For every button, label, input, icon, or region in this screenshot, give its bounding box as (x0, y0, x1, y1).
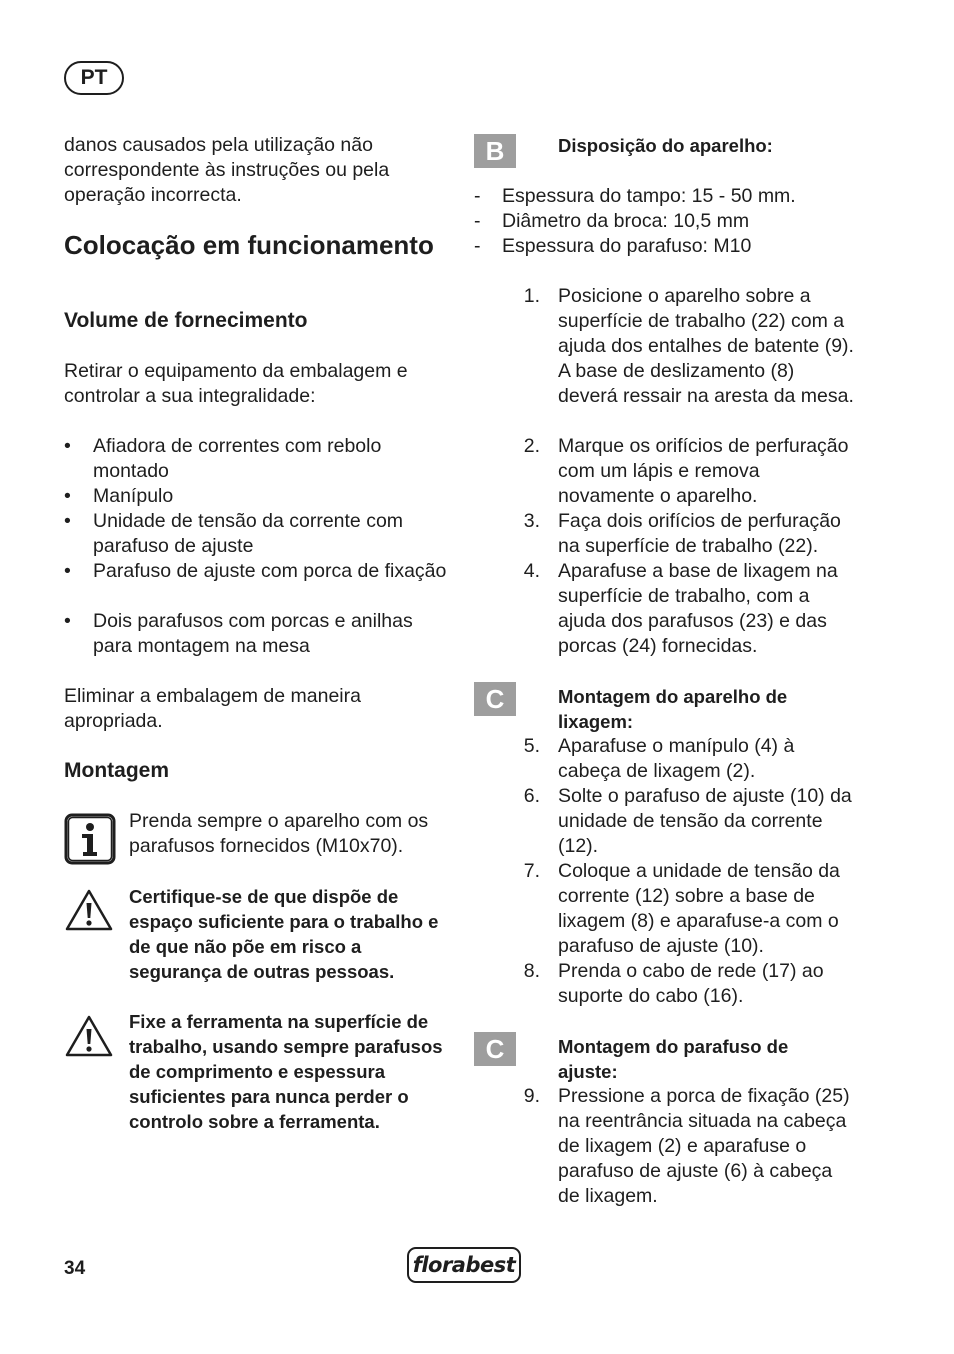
warning-text-fixing: Fixe a ferramenta na superfície de trabalho, usando sempre parafusos de comprimento e espessura suficientes para nunca perder o controlo sobre a ferramenta. (129, 1011, 443, 1132)
warning-text-space: Certifique-se de que dispõe de espaço suficiente para o trabalho e de que não põe em risco a segurança de outras pessoas. (129, 886, 439, 982)
subheading-assembly: Montagem (64, 759, 169, 782)
figure-c-title-assembly: Montagem do aparelho de lixagem: (558, 686, 788, 732)
delivery-intro: Retirar o equipamento da embalagem e controlar a sua integralidade: (64, 360, 408, 407)
warning-triangle-icon (64, 888, 114, 932)
language-badge: PT (64, 61, 124, 95)
page-number: 34 (64, 1258, 86, 1279)
figure-reference-c: C (474, 682, 516, 716)
info-icon (64, 813, 116, 865)
figure-b-title: Disposição do aparelho: (558, 135, 773, 156)
packaging-disposal-text: Eliminar a embalagem de maneira apropriada. (64, 685, 361, 732)
warning-triangle-icon (64, 1014, 114, 1058)
section-heading-commissioning: Colocação em funcionamento (64, 230, 434, 260)
brand-logo: florabest (407, 1247, 521, 1283)
subheading-delivery-scope: Volume de fornecimento (64, 309, 308, 332)
figure-reference-b: B (474, 134, 516, 168)
figure-reference-c: C (474, 1032, 516, 1066)
info-note-text: Prenda sempre o aparelho com os parafusos fornecidos (M10x70). (129, 810, 429, 857)
figure-c-title-screw: Montagem do parafuso de ajuste: (558, 1036, 789, 1082)
intro-paragraph: danos causados pela utilização não correspondente às instruções ou pela operação incorrecta. (64, 134, 390, 206)
